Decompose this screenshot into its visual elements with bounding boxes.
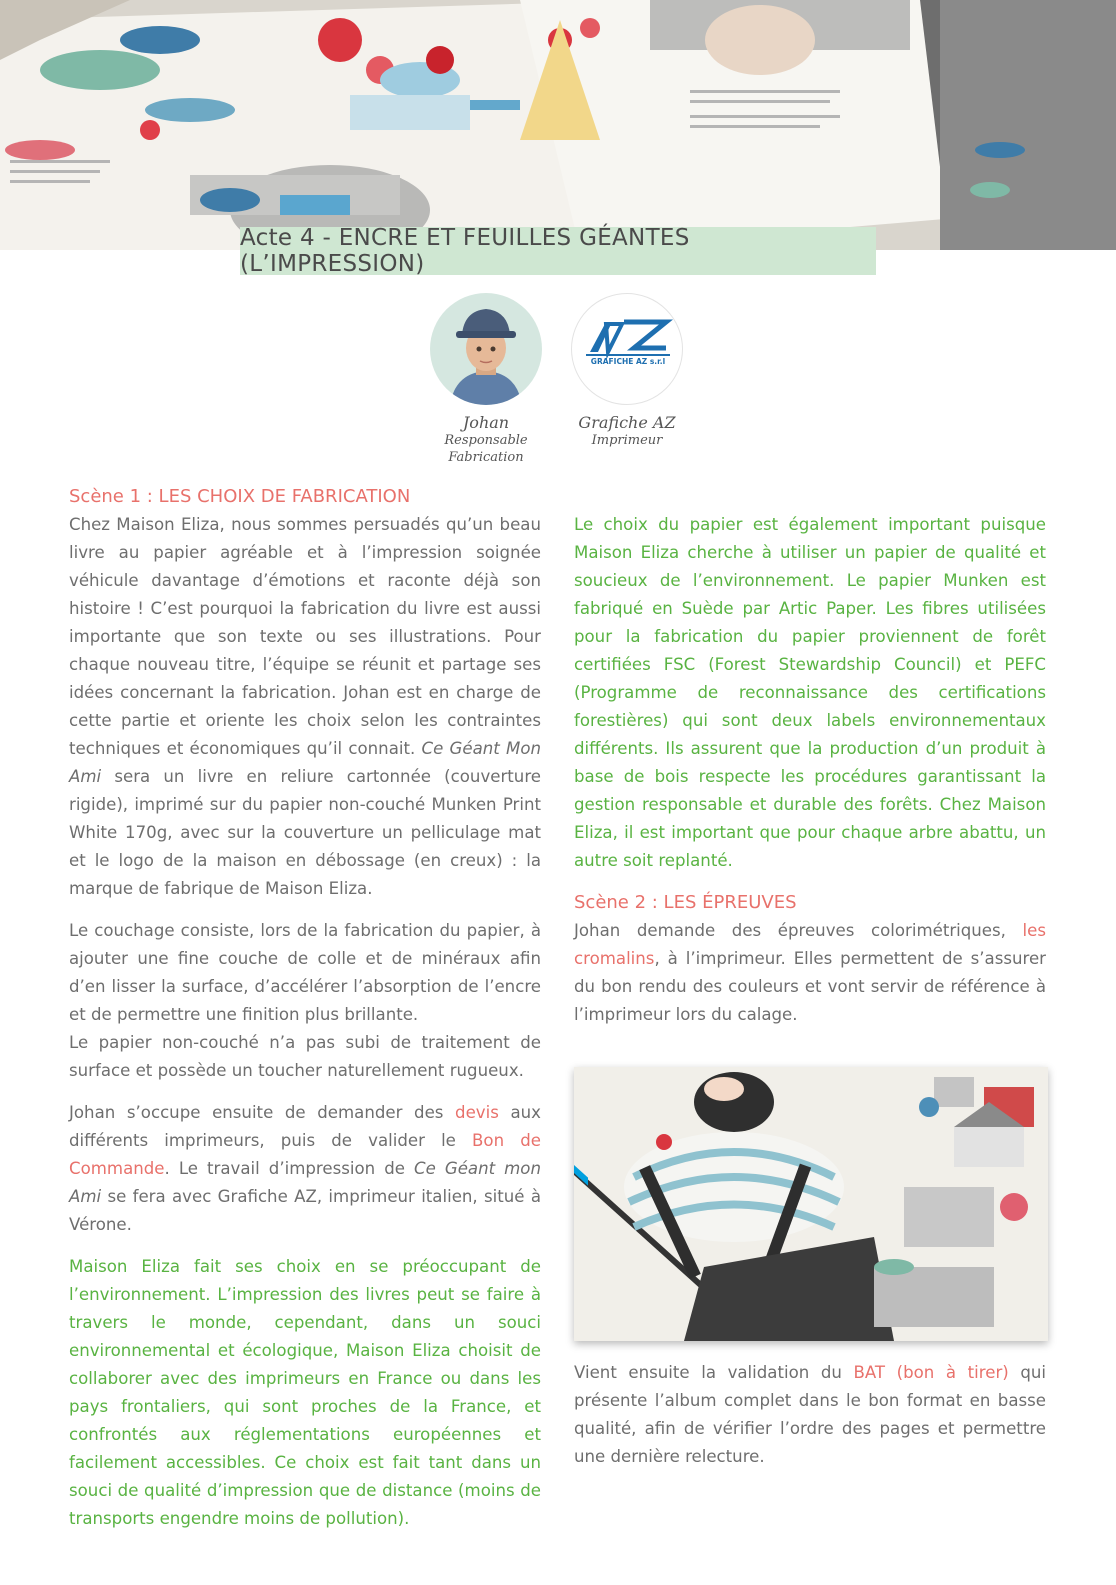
profile-grafiche: [562, 293, 692, 449]
left-paragraph-4: Johan s’occupe ensuite de demander des devis aux différents imprimeurs, puis de valider le Bon de Commande. Le travail d’impression de Ce Géant mon Ami se fera avec Grafiche AZ, imprimeur italien, situé à Vérone.: [69, 1103, 541, 1234]
az-logo-icon: [572, 294, 683, 405]
right-paragraph-3: Vient ensuite la validation du BAT (bon à tirer) qui présente l’album complet dans le bon format en basse qualité, afin de vérifier l’ordre des pages et permettre une dernière relecture.: [574, 1363, 1046, 1466]
johan-portrait-icon: [430, 293, 542, 405]
hero-photo: [0, 0, 1116, 250]
scene2-heading: Scène 2 : LES ÉPREUVES: [574, 892, 797, 913]
left-paragraph-1: Chez Maison Eliza, nous sommes persuadés qu’un beau livre au papier agréable et à l’impression soignée véhicule davantage d’émotions et raconte déjà son histoire ! C’est pourquoi la fabrication du livre est aussi importante que son texte ou ses illustrations. Pour chaque nouveau titre, l’équipe se réunit et partage ses idées concernant la fabrication. Johan est en charge de cette partie et oriente les choix selon les contraintes techniques et économiques qu’il connait. Ce Géant Mon Ami sera un livre en reliure cartonnée (couverture rigide), imprimé sur du papier non-couché Munken Print White 170g, avec sur la couverture un pelliculage mat et le logo de la maison en débossage (en creux) : la marque de fabrique de Maison Eliza.: [69, 515, 541, 898]
grafiche-logo-text: GRAFICHE AZ s.r.l: [590, 357, 666, 366]
johan-role-line1: Responsable: [444, 433, 528, 448]
right-paragraph-1: Le choix du papier est également important puisque Maison Eliza cherche à utiliser un papier de qualité et soucieux de l’environnement. Le papier Munken est fabriqué en Suède par Artic Paper. Les fibres utilisées pour la fabrication du papier proviennent de forêt certifiées FSC (Forest Stewardship Council) et PEFC (Programme de reconnaissance des certifications forestières) qui sont deux labels environnementaux différents. Ils assurent que la production d’un produit à base de bois respecte les procédures garantissant la gestion responsable et durable des forêts. Chez Maison Eliza, il est important que pour chaque arbre abattu, un autre soit replanté.: [574, 515, 1046, 870]
act-title: Acte 4 - ENCRE ET FEUILLES GÉANTES (L’IMPRESSION): [240, 225, 690, 277]
left-paragraph-2: Le couchage consiste, lors de la fabrication du papier, à ajouter une fine couche de colle et de minéraux afin d’en lisser la surface, d’accélérer l’absorption de l’encre et de permettre une finition plus brillante.: [69, 921, 541, 1024]
right-column-bottom: [574, 1359, 1046, 1471]
grafiche-role: Imprimeur: [591, 433, 663, 448]
giant-illustration-icon: [574, 1067, 1048, 1341]
profile-johan: [426, 293, 546, 466]
cromalins-link: les cromalins: [574, 921, 1046, 968]
left-column: [69, 483, 541, 1533]
johan-avatar: [430, 293, 542, 405]
right-paragraph-2: Johan demande des épreuves colorimétriques, les cromalins, à l’imprimeur. Elles permettent de s’assurer du bon rendu des couleurs et vont servir de référence à l’imprimeur lors du calage.: [574, 921, 1046, 1024]
johan-role-line2: Fabrication: [448, 450, 524, 465]
devis-link: devis: [455, 1103, 499, 1122]
act-title-banner: [240, 227, 876, 275]
printed-sheets-illustration: [0, 0, 1116, 250]
bon-de-commande-link: Bon de Commande: [69, 1131, 541, 1178]
proof-illustration: [574, 1067, 1048, 1341]
johan-name: Johan: [462, 413, 510, 432]
grafiche-logo: [571, 293, 683, 405]
grafiche-name: Grafiche AZ: [578, 413, 676, 432]
right-column-top: [574, 511, 1046, 1029]
scene1-heading: Scène 1 : LES CHOIX DE FABRICATION: [69, 486, 411, 507]
left-paragraph-3: Le papier non-couché n’a pas subi de traitement de surface et possède un toucher naturellement rugueux.: [69, 1033, 541, 1080]
bat-link: BAT (bon à tirer): [853, 1363, 1009, 1382]
left-paragraph-5: Maison Eliza fait ses choix en se préoccupant de l’environnement. L’impression des livres peut se faire à travers le monde, cependant, dans un souci environnemental et écologique, Maison Eliza choisit de collaborer avec des imprimeurs en France ou dans les pays frontaliers, qui sont proches de la France, et confrontés aux réglementations européennes et facilement accessibles. Ce choix est fait tant dans un souci de qualité d’impression que de distance (moins de transports engendre moins de pollution).: [69, 1257, 541, 1528]
